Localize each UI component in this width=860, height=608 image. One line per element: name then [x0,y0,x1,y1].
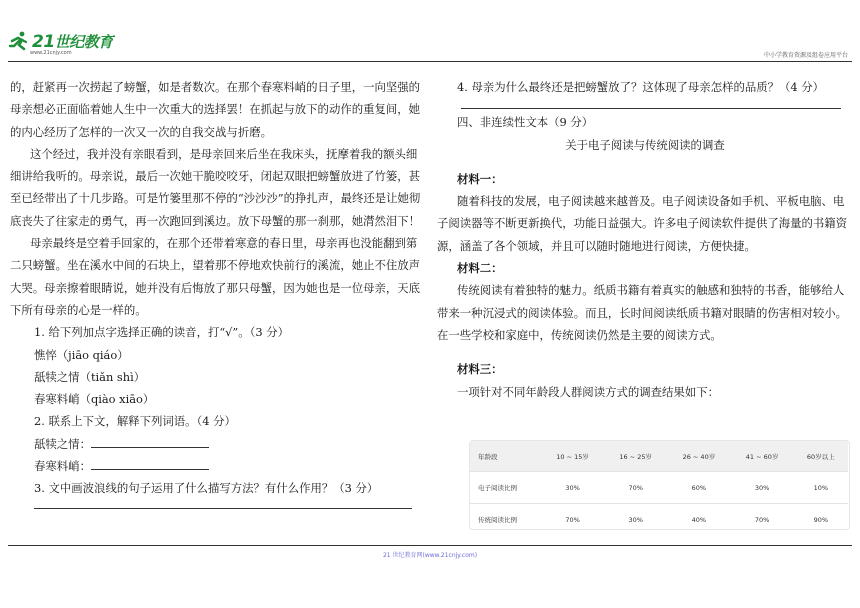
table-header: 60岁以上 [794,441,848,472]
table-header: 41 ~ 60岁 [730,441,793,472]
logo-brand: 21世纪教育 [32,31,113,52]
material-2-label: 材料二： [457,261,503,276]
table-header-row [470,441,848,472]
table-row [470,472,848,504]
table-cell: 90% [794,504,848,536]
table-row [470,504,848,536]
material-3-text: 一项针对不同年龄段人群阅读方式的调查结果如下： [457,384,719,399]
q2-item: 舐犊之情： [10,433,422,455]
survey-title: 关于电子阅读与传统阅读的调查 [565,137,725,152]
material-1-label: 材料一： [457,171,503,186]
table-cell: 70% [541,504,604,536]
answer-line[interactable] [461,108,841,109]
paragraph: 的，赶紧再一次捞起了螃蟹，如是者数次。在那个春寒料峭的日子里，一向坚强的母亲想必正面临着她人生中一次重大的选择罢！在抓起与放下的动作的重复间，她的内心经历了怎样的一次又一次的自我交战与折磨。 [10,80,421,139]
table-header: 年龄段 [470,441,541,472]
answer-line[interactable] [34,508,412,509]
header-platform-text: 中小学教育资源及组卷应用平台 [763,52,848,59]
footer-text[interactable]: 21 世纪教育网(www.21cnjy.com) [382,552,478,559]
table-cell: 传统阅读比例 [470,504,541,536]
q2-item: 春寒料峭： [10,455,422,477]
footer-divider [8,545,852,546]
logo-url: www.21cnjy.com [30,50,72,56]
table-header: 10 ~ 15岁 [541,441,604,472]
question-2: 2. 联系上下文，解释下列词语。（4 分） [34,414,236,429]
table-cell: 70% [604,472,667,504]
left-column [10,76,422,509]
q1-option: 舐犊之情（tiǎn shì） [34,369,146,384]
answer-blank[interactable] [91,457,209,470]
table-cell: 10% [794,472,848,504]
material-3-label: 材料三： [457,362,503,377]
logo [8,30,113,56]
material-2-text: 传统阅读有着独特的魅力。纸质书籍有着真实的触感和独特的书香，能够给人带来一种沉浸式的阅读体验。而且，长时间阅读纸质书籍对眼睛的伤害相对较小。在一些学校和家庭中，传统阅读仍然是主要的阅读方式。 [437,283,848,342]
table-cell: 30% [604,504,667,536]
runner-logo-icon [8,30,30,52]
question-1: 1. 给下列加点字选择正确的读音，打“√”。（3 分） [34,325,289,340]
table-cell: 60% [667,472,730,504]
answer-blank[interactable] [91,435,209,448]
header-divider [8,61,852,62]
table-header: 16 ~ 25岁 [604,441,667,472]
right-column [437,76,853,403]
survey-table [470,441,848,535]
table-cell: 30% [541,472,604,504]
q1-option: 春寒料峭（qiào xiāo） [34,392,155,407]
q1-option: 憔悴（jiāo qiáo） [34,347,129,362]
question-3: 3. 文中画波浪线的句子运用了什么描写方法？有什么作用？（3 分） [34,481,379,496]
table-cell: 70% [730,504,793,536]
table-header: 26 ~ 40岁 [667,441,730,472]
paragraph: 这个经过，我并没有亲眼看到，是母亲回来后坐在我床头，抚摩着我的额头细细讲给我听的。母亲说，最后一次她干脆咬咬牙，闭起双眼把螃蟹放进了竹篓，甚至已经带出了十几步路。可是竹篓里那不停的“沙沙沙”的挣扎声，最终还是让她彻底丧失了往家走的勇气，再一次跑回到溪边。放下母蟹的那一刹那，她潸然泪下！ [10,146,421,228]
page-header [0,0,860,68]
table-cell: 40% [667,504,730,536]
question-4: 4. 母亲为什么最终还是把螃蟹放了？这体现了母亲怎样的品质？（4 分） [457,80,825,94]
table-cell: 电子阅读比例 [470,472,541,504]
table-cell: 30% [730,472,793,504]
material-1-text: 随着科技的发展，电子阅读越来越普及。电子阅读设备如手机、平板电脑、电子阅读器等不断更新换代，功能日益强大。许多电子阅读软件提供了海量的书籍资源，涵盖了各个领域，并且可以随时随地进行阅读，方便快捷。 [437,194,848,253]
section-heading: 四、非连续性文本（9 分） [457,115,594,130]
paragraph: 母亲最终是空着手回家的，在那个还带着寒意的春日里，母亲再也没能翻到第二只螃蟹。坐在溪水中间的石块上，望着那不停地欢快前行的溪流，她止不住放声大哭。母亲擦着眼睛说，她并没有后悔放了那只母蟹，因为她也是一位母亲，天底下所有母亲的心是一样的。 [10,236,421,317]
